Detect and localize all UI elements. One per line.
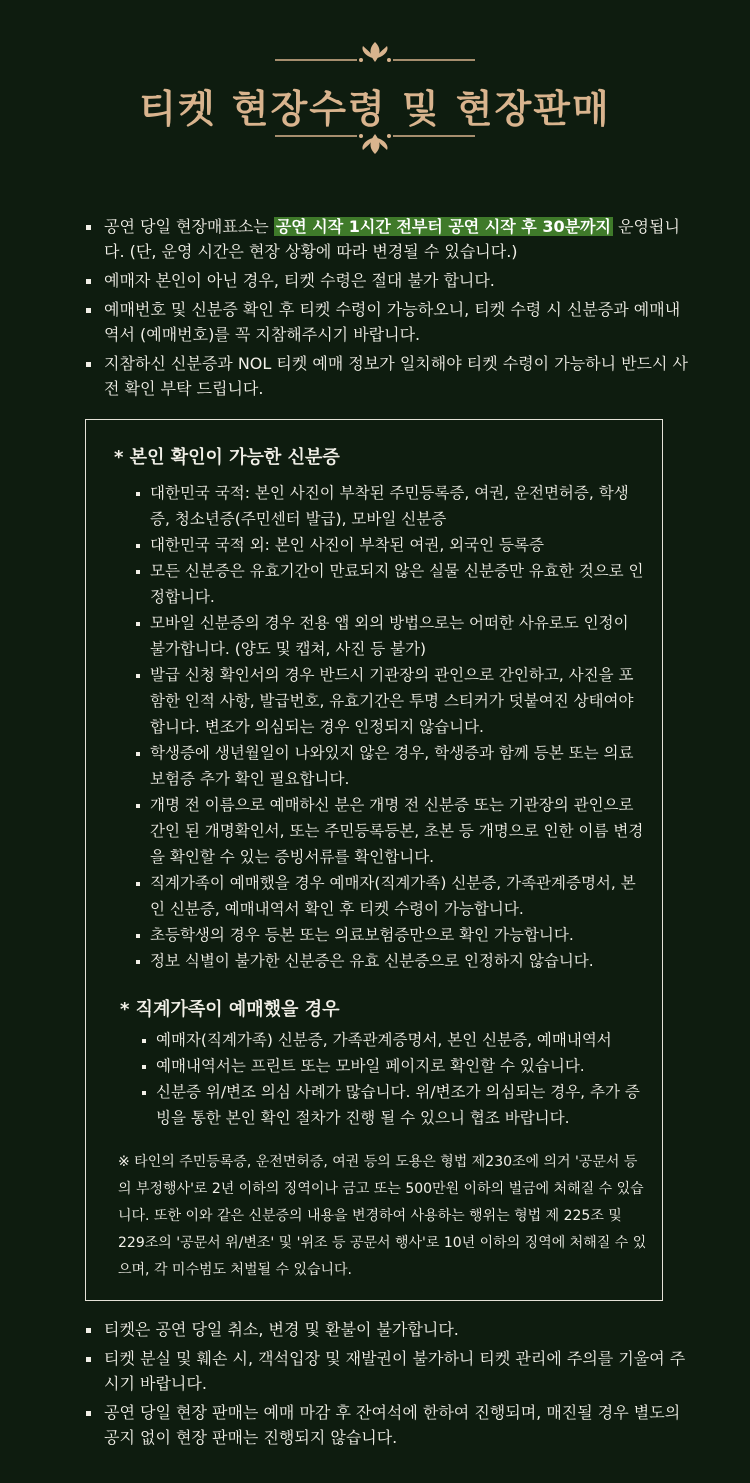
list-item: 티켓은 공연 당일 취소, 변경 및 환불이 불가합니다. xyxy=(104,1317,694,1342)
list-item: 예매번호 및 신분증 확인 후 티켓 수령이 가능하오니, 티켓 수령 시 신분증과 예매내역서 (예매번호)를 꼭 지참해주시기 바랍니다. xyxy=(104,297,694,347)
family-section-heading: * 직계가족이 예매했을 경우 xyxy=(120,999,340,1020)
list-item: 공연 당일 현장 판매는 예매 마감 후 잔여석에 한하여 진행되며, 매진될 경우 별도의 공지 없이 현장 판매는 진행되지 않습니다. xyxy=(104,1400,694,1450)
notice-list xyxy=(104,214,694,405)
list-item: 대한민국 국적: 본인 사진이 부착된 주민등록증, 여권, 운전면허증, 학생증, 청소년증(주민센터 발급), 모바일 신분증 xyxy=(150,480,646,532)
list-item: 지참하신 신분증과 NOL 티켓 예매 정보가 일치해야 티켓 수령이 가능하니 반드시 사전 확인 부탁 드립니다. xyxy=(104,351,694,401)
fleur-ornament-icon xyxy=(265,130,485,156)
list-item: 초등학생의 경우 등본 또는 의료보험증만으로 확인 가능합니다. xyxy=(150,922,646,948)
family-list xyxy=(156,1027,646,1131)
list-item: 모바일 신분증의 경우 전용 앱 외의 방법으로는 어떠한 사유로도 인정이 불가합니다. (양도 및 캡쳐, 사진 등 불가) xyxy=(150,610,646,662)
page-title: 티켓 현장수령 및 현장판매 xyxy=(139,86,611,131)
list-item: 신분증 위/변조 의심 사례가 많습니다. 위/변조가 의심되는 경우, 추가 증빙을 통한 본인 확인 절차가 진행 될 수 있으니 협조 바랍니다. xyxy=(156,1079,646,1131)
list-item: 대한민국 국적 외: 본인 사진이 부착된 여권, 외국인 등록증 xyxy=(150,532,646,558)
legal-notice: ※ 타인의 주민등록증, 운전면허증, 여권 등의 도용은 형법 제230조에 의거 '공문서 등의 부정행사'로 2년 이하의 징역이나 금고 또는 500만원 이하의 벌금에 처해질 수 있습니다. 또한 이와 같은 신분증의 내용을 변경하여 사용하는 행위는 형법 제 225조 및 229조의 '공문서 위/변조' 및 '위조 등 공문서 행사'로 10년 이하의 징역에 처해질 수 있으며, 각 미수범도 처벌될 수 있습니다. xyxy=(118,1154,647,1278)
highlighted-hours: 공연 시작 1시간 전부터 공연 시작 후 30분까지 xyxy=(275,217,611,236)
list-item: 예매자 본인이 아닌 경우, 티켓 수령은 절대 불가 합니다. xyxy=(104,268,694,293)
list-item: 직계가족이 예매했을 경우 예매자(직계가족) 신분증, 가족관계증명서, 본인 신분증, 예매내역서 확인 후 티켓 수령이 가능합니다. xyxy=(150,870,646,922)
list-item: 개명 전 이름으로 예매하신 분은 개명 전 신분증 또는 기관장의 관인으로 간인 된 개명확인서, 또는 주민등록등본, 초본 등 개명으로 인한 이름 변경을 확인할 수 있는 증빙서류를 확인합니다. xyxy=(150,792,646,870)
id-list xyxy=(150,480,646,974)
list-item: 예매자(직계가족) 신분증, 가족관계증명서, 본인 신분증, 예매내역서 xyxy=(156,1027,646,1053)
list-item: 모든 신분증은 유효기간이 만료되지 않은 실물 신분증만 유효한 것으로 인정합니다. xyxy=(150,558,646,610)
top-ornament xyxy=(0,40,750,66)
bottom-notice-list xyxy=(104,1317,694,1454)
bottom-ornament xyxy=(0,130,750,156)
list-item: 정보 식별이 불가한 신분증은 유효 신분증으로 인정하지 않습니다. xyxy=(150,948,646,974)
id-requirements-box xyxy=(85,419,663,1301)
list-item: 발급 신청 확인서의 경우 반드시 기관장의 관인으로 간인하고, 사진을 포함한 인적 사항, 발급번호, 유효기간은 투명 스티커가 덧붙여진 상태여야 합니다. 변조가 의심되는 경우 인정되지 않습니다. xyxy=(150,662,646,740)
list-item: 공연 당일 현장매표소는 공연 시작 1시간 전부터 공연 시작 후 30분까지 운영됩니다. (단, 운영 시간은 현장 상황에 따라 변경될 수 있습니다.) xyxy=(104,214,694,264)
list-item: 티켓 분실 및 훼손 시, 객석입장 및 재발권이 불가하니 티켓 관리에 주의를 기울여 주시기 바랍니다. xyxy=(104,1346,694,1396)
list-item: 예매내역서는 프린트 또는 모바일 페이지로 확인할 수 있습니다. xyxy=(156,1053,646,1079)
id-section-heading: * 본인 확인이 가능한 신분증 xyxy=(114,447,340,468)
list-item: 학생증에 생년월일이 나와있지 않은 경우, 학생증과 함께 등본 또는 의료보험증 추가 확인 필요합니다. xyxy=(150,740,646,792)
fleur-ornament-icon xyxy=(265,40,485,66)
